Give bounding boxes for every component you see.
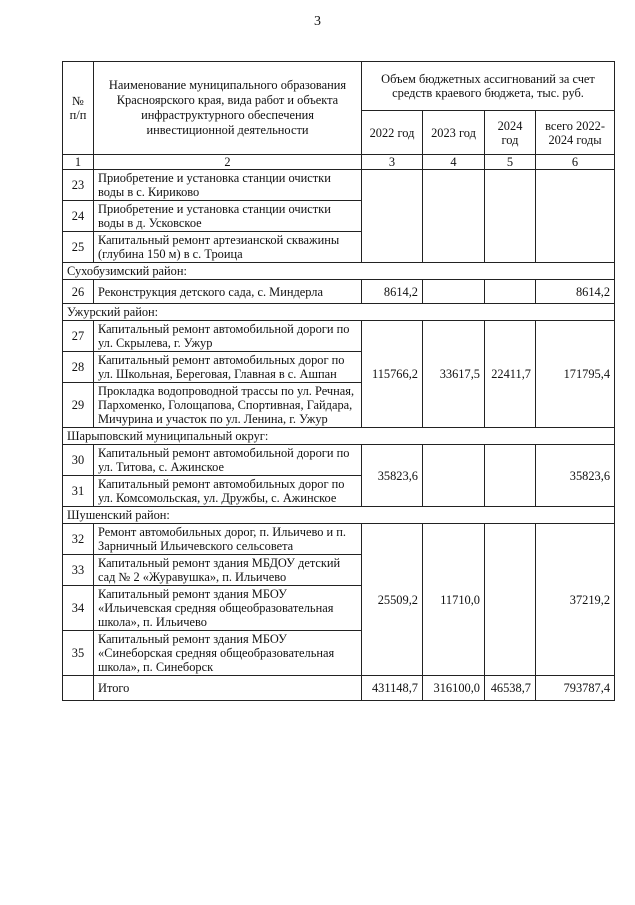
row-number: 25: [63, 232, 94, 263]
header-budget: Объем бюджетных ассигнований за счет средств краевого бюджета, тыс. руб.: [362, 62, 615, 111]
row-name: Капитальный ремонт автомобильной дороги по ул. Титова, с. Ажинское: [94, 445, 362, 476]
row-number: 29: [63, 383, 94, 428]
row-name: Капитальный ремонт артезианской скважины (глубина 150 м) в с. Троица: [94, 232, 362, 263]
district-sharypovo: Шарыповский муниципальный округ:: [63, 428, 615, 445]
header-year-2023: 2023 год: [423, 111, 485, 155]
value-total: 8614,2: [536, 280, 615, 304]
budget-table: [62, 61, 615, 701]
index-cell: 1: [63, 155, 94, 170]
row-name: Капитальный ремонт здания МБОУ «Ильичевская средняя общеобразовательная школа», п. Ильичево: [94, 586, 362, 631]
value-2024: [485, 445, 536, 507]
value-2024: [485, 524, 536, 676]
table-row: [63, 280, 615, 304]
index-cell: 3: [362, 155, 423, 170]
district-row: [63, 304, 615, 321]
total-2023: 316100,0: [423, 676, 485, 701]
row-name: Капитальный ремонт здания МБДОУ детский сад № 2 «Журавушка», п. Ильичево: [94, 555, 362, 586]
row-name: Приобретение и установка станции очистки воды в д. Усковское: [94, 201, 362, 232]
row-number: 26: [63, 280, 94, 304]
row-name: Капитальный ремонт автомобильной дороги по ул. Скрылева, г. Ужур: [94, 321, 362, 352]
value-2022: 35823,6: [362, 445, 423, 507]
row-number: 34: [63, 586, 94, 631]
district-uzhur: Ужурский район:: [63, 304, 615, 321]
row-name: Ремонт автомобильных дорог, п. Ильичево и п. Зарничный Ильичевского сельсовета: [94, 524, 362, 555]
index-cell: 5: [485, 155, 536, 170]
total-row: [63, 676, 615, 701]
table-row: [63, 170, 615, 201]
header-name: Наименование муниципального образования Красноярского края, вида работ и объекта инфраструктурного обеспечения инвестиционной деятельности: [94, 62, 362, 155]
district-row: [63, 507, 615, 524]
table-row: [63, 445, 615, 476]
row-name: Реконструкция детского сада, с. Миндерла: [94, 280, 362, 304]
total-all: 793787,4: [536, 676, 615, 701]
district-sukhobuzim: Сухобузимский район:: [63, 263, 615, 280]
value-2023: 11710,0: [423, 524, 485, 676]
page-number: 3: [314, 14, 321, 29]
row-name: Капитальный ремонт автомобильных дорог по ул. Комсомольская, ул. Дружбы, с. Ажинское: [94, 476, 362, 507]
value-total: [536, 170, 615, 263]
index-cell: 6: [536, 155, 615, 170]
value-total: 171795,4: [536, 321, 615, 428]
table-row: [63, 321, 615, 352]
value-2024: [485, 170, 536, 263]
value-2023: [423, 170, 485, 263]
value-2022: 115766,2: [362, 321, 423, 428]
row-number: 31: [63, 476, 94, 507]
table-header-row: [63, 62, 615, 111]
value-2024: [485, 280, 536, 304]
row-name: Приобретение и установка станции очистки воды в с. Кириково: [94, 170, 362, 201]
header-num: [63, 62, 94, 155]
row-number: 35: [63, 631, 94, 676]
row-number: 32: [63, 524, 94, 555]
value-2022: 8614,2: [362, 280, 423, 304]
value-2024: 22411,7: [485, 321, 536, 428]
total-label: Итого: [94, 676, 362, 701]
row-number: 33: [63, 555, 94, 586]
row-name: Прокладка водопроводной трассы по ул. Речная, Пархоменко, Голощапова, Спортивная, Гайдара, Мичурина и участок по ул. Ленина, г. Ужур: [94, 383, 362, 428]
column-index-row: [63, 155, 615, 170]
value-2022: 25509,2: [362, 524, 423, 676]
total-2024: 46538,7: [485, 676, 536, 701]
header-num-label: № п/п: [69, 94, 87, 122]
value-2023: [423, 280, 485, 304]
table-row: [63, 524, 615, 555]
index-cell: 2: [94, 155, 362, 170]
row-number: 24: [63, 201, 94, 232]
district-row: [63, 263, 615, 280]
value-2023: 33617,5: [423, 321, 485, 428]
header-year-2022: 2022 год: [362, 111, 423, 155]
value-2022: [362, 170, 423, 263]
district-row: [63, 428, 615, 445]
value-total: 37219,2: [536, 524, 615, 676]
value-2023: [423, 445, 485, 507]
header-year-2024: 2024 год: [485, 111, 536, 155]
header-total: всего 2022-2024 годы: [536, 111, 615, 155]
row-number: 23: [63, 170, 94, 201]
total-num: [63, 676, 94, 701]
row-number: 28: [63, 352, 94, 383]
row-name: Капитальный ремонт автомобильных дорог по ул. Школьная, Береговая, Главная в с. Ашпан: [94, 352, 362, 383]
total-2022: 431148,7: [362, 676, 423, 701]
index-cell: 4: [423, 155, 485, 170]
row-name: Капитальный ремонт здания МБОУ «Синеборская средняя общеобразовательная школа», п. Синеборск: [94, 631, 362, 676]
value-total: 35823,6: [536, 445, 615, 507]
row-number: 30: [63, 445, 94, 476]
district-shushensky: Шушенский район:: [63, 507, 615, 524]
row-number: 27: [63, 321, 94, 352]
